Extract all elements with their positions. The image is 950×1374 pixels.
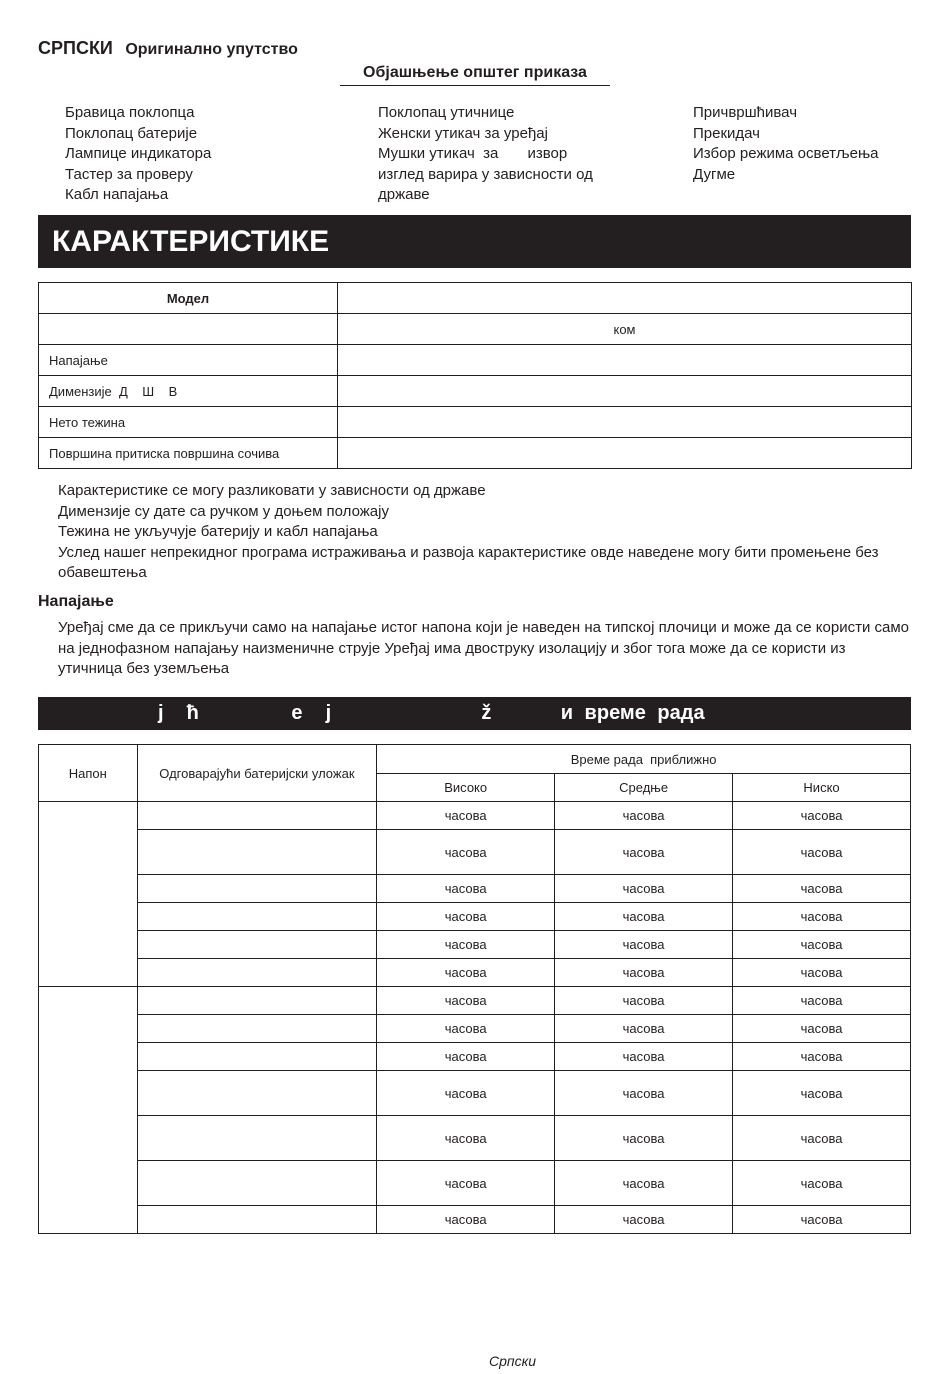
- hours-cell: часова: [733, 830, 911, 875]
- hours-cell: часова: [377, 903, 555, 931]
- hours-cell: часова: [555, 903, 733, 931]
- parts-list-col3: [693, 103, 879, 185]
- battery-cell: [137, 931, 377, 959]
- spec-label: Површина притиска површина сочива: [39, 438, 338, 469]
- hours-cell: часова: [555, 1116, 733, 1161]
- battery-cell: [137, 987, 377, 1015]
- part-item: државе: [378, 186, 430, 203]
- hours-cell: часова: [377, 1161, 555, 1206]
- high-header: Високо: [377, 774, 555, 802]
- hours-cell: часова: [377, 1043, 555, 1071]
- hours-cell: часова: [555, 875, 733, 903]
- part-item: Поклопац батерије: [65, 124, 198, 142]
- voltage-header: Напон: [39, 745, 138, 802]
- table-header-row: [39, 745, 911, 774]
- hours-cell: часова: [377, 959, 555, 987]
- hours-cell: часова: [555, 1071, 733, 1116]
- parts-list-col2: [378, 103, 593, 206]
- language-label: СРПСКИ: [38, 38, 113, 58]
- hours-cell: часова: [733, 987, 911, 1015]
- part-item: Прекидач: [693, 124, 760, 142]
- hours-cell: часова: [555, 802, 733, 830]
- hours-cell: часова: [377, 987, 555, 1015]
- part-item: Поклопац утичнице: [378, 104, 515, 121]
- battery-cell: [137, 1043, 377, 1071]
- table-cell: [338, 407, 912, 438]
- hours-cell: часова: [555, 1206, 733, 1234]
- table-row: [39, 931, 911, 959]
- hours-cell: часова: [733, 1161, 911, 1206]
- note-item: Димензије су дате са ручком у доњем положају: [58, 502, 389, 520]
- table-cell: [338, 376, 912, 407]
- hours-cell: часова: [555, 1161, 733, 1206]
- hours-cell: часова: [733, 802, 911, 830]
- table-row: [39, 1161, 911, 1206]
- part-item: Кабл напајања: [65, 186, 169, 203]
- overview-title: Објашњење општег приказа: [340, 64, 610, 86]
- power-supply-heading: Напајање: [38, 593, 114, 610]
- hours-cell: часова: [733, 1206, 911, 1234]
- table-row: [39, 438, 912, 469]
- voltage-cell: [39, 802, 138, 987]
- part-item: Женски утикач за уређај: [378, 124, 548, 142]
- table-row: [39, 1071, 911, 1116]
- specifications-banner: КАРАКТЕРИСТИКЕ: [38, 215, 911, 268]
- table-row: [39, 407, 912, 438]
- hours-cell: часова: [555, 987, 733, 1015]
- model-label: Модел: [39, 283, 338, 314]
- table-row: [39, 1206, 911, 1234]
- hours-cell: часова: [733, 903, 911, 931]
- hours-cell: часова: [377, 875, 555, 903]
- unit-cell: ком: [338, 314, 912, 345]
- note-item: Тежина не укључује батерију и кабл напајања: [58, 523, 378, 540]
- power-supply-text: Уређај сме да се прикључи само на напајање истог напона који је наведен на типској плочици и може да се користи само на једнофазном напајању наизменичне струје Уређај има двоструку изолацију и због тога може да се користи из утичница без уземљења: [58, 619, 910, 677]
- document-header: [38, 38, 298, 59]
- hours-cell: часова: [555, 1015, 733, 1043]
- table-cell: [338, 438, 912, 469]
- battery-cell: [137, 875, 377, 903]
- battery-cell: [137, 1161, 377, 1206]
- hours-cell: часова: [555, 830, 733, 875]
- spec-label: Нето тежина: [39, 407, 338, 438]
- table-row: [39, 1043, 911, 1071]
- table-row: [39, 283, 912, 314]
- battery-cell: [137, 830, 377, 875]
- medium-header: Средње: [555, 774, 733, 802]
- battery-cell: [137, 959, 377, 987]
- battery-header: Одговарајући батеријски уложак: [137, 745, 377, 802]
- table-row: [39, 1116, 911, 1161]
- part-item: Мушки утикач за извор: [378, 145, 568, 162]
- part-item: Бравица поклопца: [65, 104, 195, 121]
- table-row: [39, 314, 912, 345]
- hours-cell: часова: [377, 802, 555, 830]
- battery-cell: [137, 1071, 377, 1116]
- hours-cell: часова: [377, 931, 555, 959]
- battery-cell: [137, 1116, 377, 1161]
- hours-cell: часова: [733, 1043, 911, 1071]
- runtime-table: [38, 744, 911, 1234]
- footer-language: Српски: [489, 1353, 536, 1369]
- spec-label: Димензије Д Ш В: [39, 376, 338, 407]
- part-item: изглед варира у зависности од: [378, 165, 593, 183]
- hours-cell: часова: [555, 1043, 733, 1071]
- part-item: Избор режима осветљења: [693, 145, 879, 162]
- table-row: [39, 802, 911, 830]
- table-row: [39, 345, 912, 376]
- hours-cell: часова: [377, 1015, 555, 1043]
- hours-cell: часова: [733, 1071, 911, 1116]
- hours-cell: часова: [733, 1116, 911, 1161]
- table-row: [39, 903, 911, 931]
- low-header: Ниско: [733, 774, 911, 802]
- hours-cell: часова: [733, 931, 911, 959]
- hours-cell: часова: [377, 1116, 555, 1161]
- hours-cell: часова: [377, 1071, 555, 1116]
- hours-cell: часова: [733, 959, 911, 987]
- part-item: Лампице индикатора: [65, 145, 212, 162]
- table-row: [39, 830, 911, 875]
- table-cell: [338, 345, 912, 376]
- runtime-banner: ј ћ е ј ž и време рада: [38, 697, 911, 730]
- note-item: Карактеристике се могу разликовати у зависности од државе: [58, 482, 486, 499]
- battery-cell: [137, 802, 377, 830]
- note-item: Услед нашег непрекидног програма истраживања и развоја карактеристике овде наведене могу бити промењене без обавештења: [58, 543, 879, 581]
- spec-notes: [58, 481, 898, 584]
- table-row: [39, 959, 911, 987]
- battery-cell: [137, 1206, 377, 1234]
- battery-cell: [137, 1015, 377, 1043]
- spec-label: Напајање: [39, 345, 338, 376]
- part-item: Тастер за проверу: [65, 165, 193, 183]
- table-cell: [338, 283, 912, 314]
- voltage-cell: [39, 987, 138, 1234]
- table-row: [39, 875, 911, 903]
- part-item: Причвршћивач: [693, 104, 798, 121]
- hours-cell: часова: [733, 875, 911, 903]
- original-instructions-label: Оригинално упутство: [125, 41, 298, 58]
- table-cell: [39, 314, 338, 345]
- table-row: [39, 376, 912, 407]
- runtime-header: Време рада приближно: [377, 745, 911, 774]
- hours-cell: часова: [555, 931, 733, 959]
- battery-cell: [137, 903, 377, 931]
- hours-cell: часова: [377, 830, 555, 875]
- table-row: [39, 1015, 911, 1043]
- hours-cell: часова: [733, 1015, 911, 1043]
- hours-cell: часова: [377, 1206, 555, 1234]
- table-row: [39, 987, 911, 1015]
- part-item: Дугме: [693, 165, 736, 183]
- specifications-table: [38, 282, 912, 469]
- hours-cell: часова: [555, 959, 733, 987]
- parts-list-col1: [65, 103, 211, 206]
